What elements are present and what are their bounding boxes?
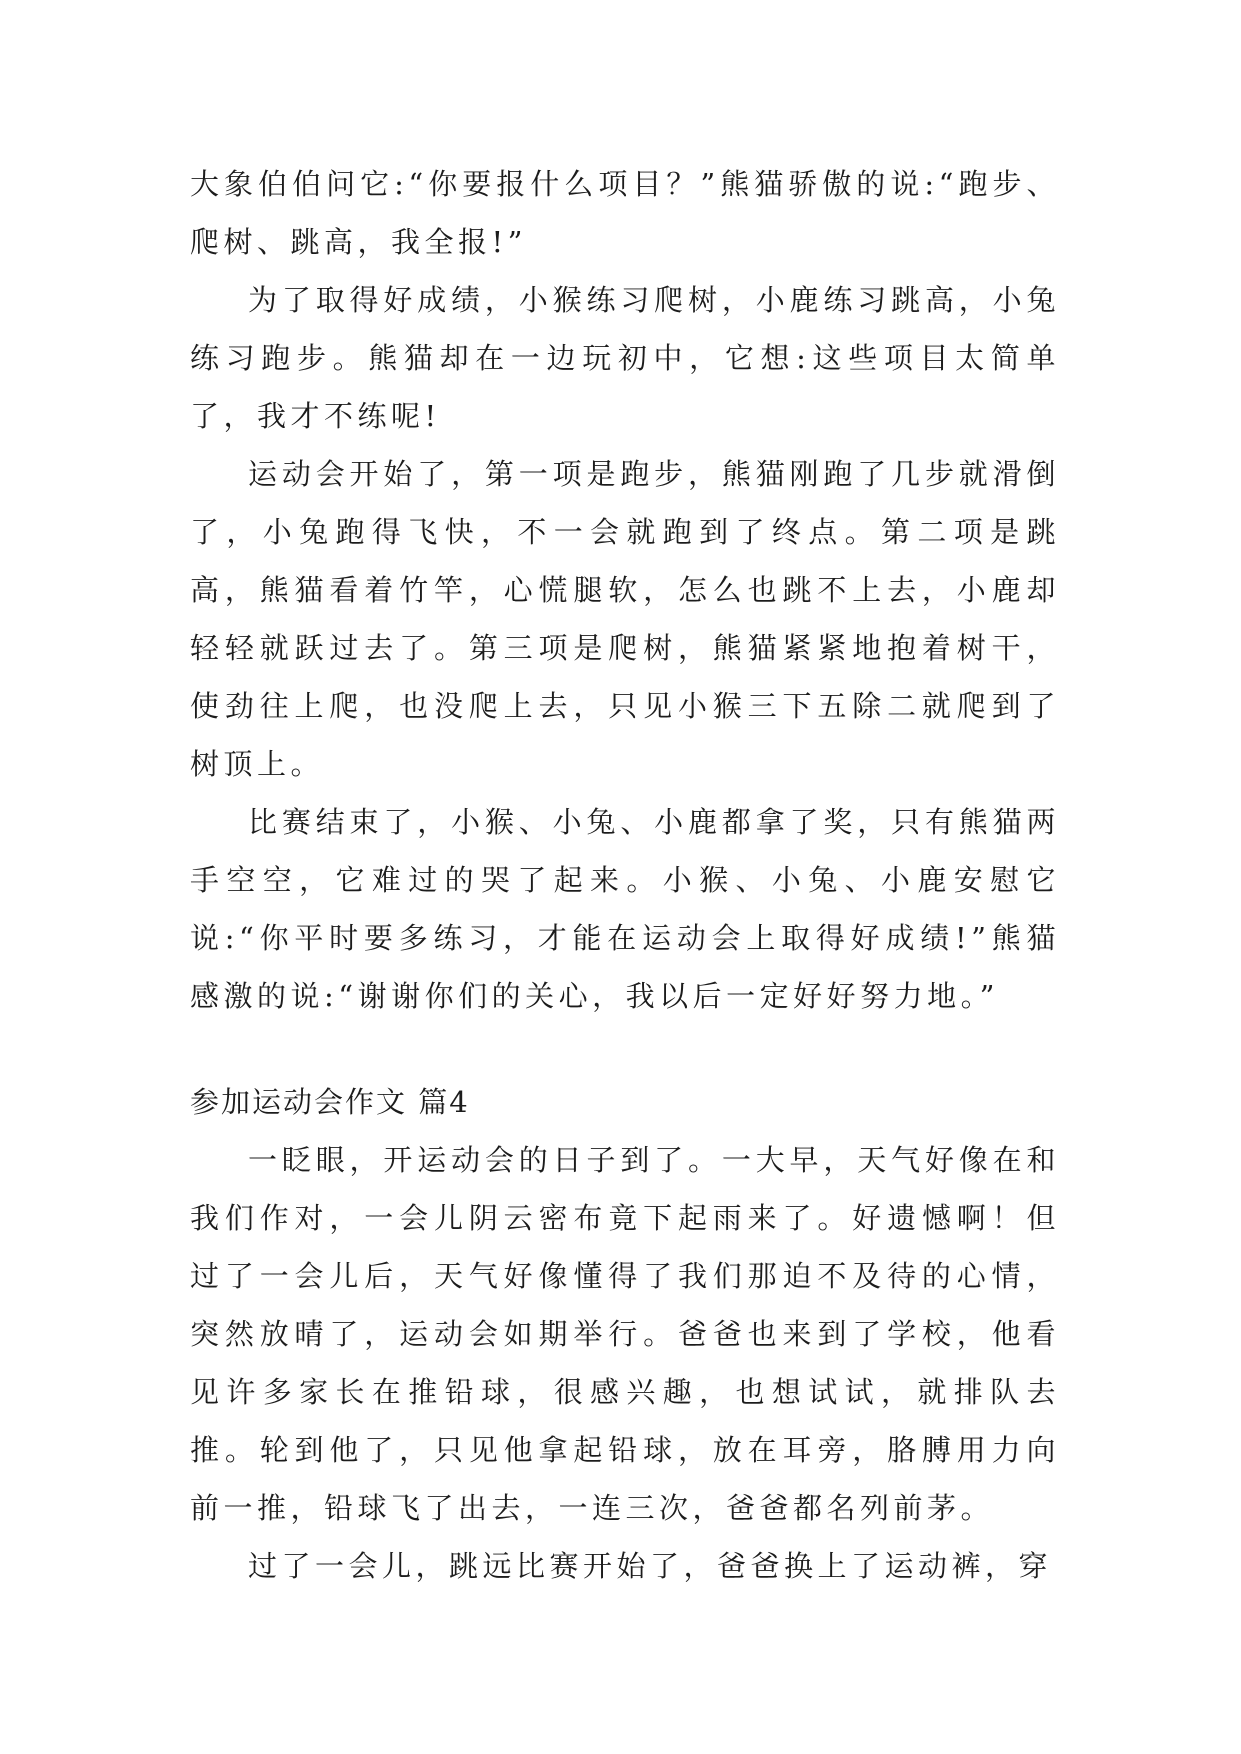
- paragraph-6: 过了一会儿，跳远比赛开始了，爸爸换上了运动裤，穿: [248, 1549, 1053, 1583]
- paragraph-3: 运动会开始了，第一项是跑步，熊猫刚跑了几步就滑倒了，小兔跑得飞快，不一会就跑到了终点。第二项是跳高，熊猫看着竹竿，心慌腿软，怎么也跳不上去，小鹿却轻轻就跃过去了。第三项是爬树，熊猫紧紧地抱着树干，使劲往上爬，也没爬上去，只见小猴三下五除二就爬到了树顶上。: [190, 457, 1060, 781]
- paragraph-5: 一眨眼，开运动会的日子到了。一大早，天气好像在和我们作对，一会儿阴云密布竟下起雨来了。好遗憾啊！但过了一会儿后，天气好像懂得了我们那迫不及待的心情，突然放晴了，运动会如期举行。爸爸也来到了学校，他看见许多家长在推铅球，很感兴趣，也想试试，就排队去推。轮到他了，只见他拿起铅球，放在耳旁，胳膊用力向前一推，铅球飞了出去，一连三次，爸爸都名列前茅。: [190, 1143, 1060, 1525]
- section-heading: 参加运动会作文 篇4: [190, 1085, 470, 1119]
- paragraph-1: 大象伯伯问它:“你要报什么项目？”熊猫骄傲的说:“跑步、爬树、跳高，我全报!”: [190, 167, 1060, 259]
- paragraph-4: 比赛结束了，小猴、小兔、小鹿都拿了奖，只有熊猫两手空空，它难过的哭了起来。小猴、小兔、小鹿安慰它说:“你平时要多练习，才能在运动会上取得好成绩!”熊猫感激的说:“谢谢你们的关心，我以后一定好好努力地。”: [190, 805, 1060, 1013]
- paragraph-2: 为了取得好成绩，小猴练习爬树，小鹿练习跳高，小兔练习跑步。熊猫却在一边玩初中，它想:这些项目太简单了，我才不练呢!: [190, 283, 1060, 433]
- document-body: [190, 155, 1060, 1595]
